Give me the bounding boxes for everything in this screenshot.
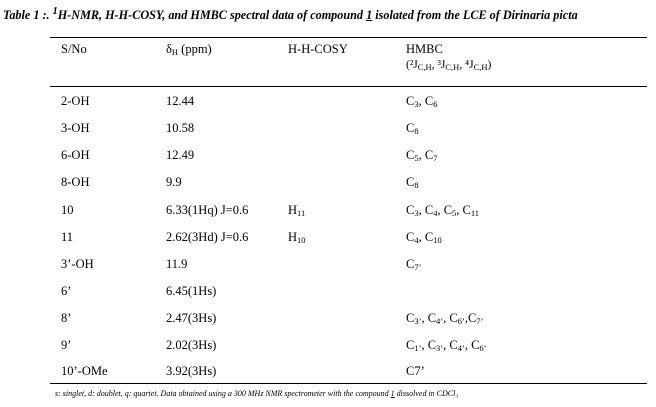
table-row [0, 203, 656, 223]
cell-sno: 3-OH [61, 121, 90, 135]
cell-sno: 9’ [61, 338, 72, 352]
table-row [0, 148, 656, 168]
header-sno: S/No [61, 42, 87, 56]
cell-hmbc: $C_3$, $C_6$ [406, 94, 438, 109]
cell-shift: 12.44 [166, 94, 195, 108]
header-cosy: H-H-COSY [288, 42, 348, 56]
cell-hmbc: $C_8$ [406, 121, 419, 136]
cell-shift: 2.02(3Hs) [166, 338, 217, 352]
cell-sno: 10 [61, 203, 74, 217]
cell-hmbc: $C_{3’}$, $C_{4’}$, $C_{6’},C_{7’}$ [406, 311, 484, 326]
cell-shift: 2.62(3Hd) J=0.6 [166, 230, 249, 244]
top-rule [50, 37, 647, 38]
caption-mid: H-NMR, H-H-COSY, and HMBC spectral data of compound [57, 8, 367, 23]
table-row [0, 338, 656, 358]
header-delta-sub: H [171, 47, 179, 57]
cell-sno: 6’ [61, 284, 72, 298]
bottom-rule [50, 383, 647, 384]
cell-shift: 9.9 [166, 175, 182, 189]
header-hmbc-couplings: ($^2J_{C,H}$, $^3J_{C,H}$, $^4J_{C,H}$) [406, 59, 492, 72]
header-hmbc-title: HMBC [406, 42, 443, 56]
cell-sno: 2-OH [61, 94, 90, 108]
header-shift [166, 42, 212, 59]
cell-cosy: $H_{11}$ [288, 203, 306, 218]
cell-hmbc: $C_5$, $C_7$ [406, 148, 438, 163]
cell-hmbc: $C_3$, $C_4$, $C_5$, $C_{11}$ [406, 203, 480, 218]
caption-lead: Table 1 :. [3, 8, 53, 23]
footnote-text: s: singlet, d: doublet, q: quartet. Data obtained using a 300 MHz NMR spectrometer with the compound [55, 389, 391, 398]
table-row [0, 364, 656, 384]
cell-shift: 12.49 [166, 148, 195, 162]
cell-shift: 3.92(3Hs) [166, 364, 217, 378]
caption-compound: 1 [366, 8, 373, 23]
cell-hmbc: $C_{1’}$, $C_{3’}$, $C_{4’}$, $C_{6’}$ [406, 338, 487, 353]
footnote-compound: 1 [390, 389, 395, 398]
header-delta: δ [166, 42, 172, 56]
caption-sup: 1 [52, 6, 58, 17]
table-row [0, 311, 656, 331]
table-row [0, 284, 656, 304]
footnote-tail: dissolved in CDCl₃ [394, 389, 459, 398]
table-row [0, 257, 656, 277]
table-footnote [55, 389, 458, 398]
cell-shift: 6.33(1Hq) J=0.6 [166, 203, 249, 217]
table-row [0, 94, 656, 114]
header-rule [50, 86, 647, 87]
header-hmbc [406, 42, 491, 74]
table-row [0, 175, 656, 195]
cell-sno: 11 [61, 230, 74, 244]
cell-sno: 10’-OMe [61, 364, 108, 378]
cell-hmbc: $C_{7’}$ [406, 257, 422, 272]
caption-tail: isolated from the LCE of Dirinaria picta [372, 8, 578, 23]
cell-hmbc: $C_8$ [406, 175, 419, 190]
cell-shift: 6.45(1Hs) [166, 284, 217, 298]
cell-hmbc: C7’ [406, 364, 425, 378]
cell-cosy: $H_{10}$ [288, 230, 306, 245]
cell-shift: 2.47(3Hs) [166, 311, 217, 325]
cell-sno: 3’-OH [61, 257, 94, 271]
table-row [0, 230, 656, 250]
cell-shift: 11.9 [166, 257, 188, 271]
table-row [0, 121, 656, 141]
cell-sno: 8’ [61, 311, 72, 325]
cell-shift: 10.58 [166, 121, 195, 135]
cell-sno: 8-OH [61, 175, 90, 189]
table-caption [3, 6, 655, 23]
cell-hmbc: $C_4$, $C_{10}$ [406, 230, 442, 245]
cell-sno: 6-OH [61, 148, 90, 162]
header-delta-unit: (ppm) [178, 42, 212, 56]
